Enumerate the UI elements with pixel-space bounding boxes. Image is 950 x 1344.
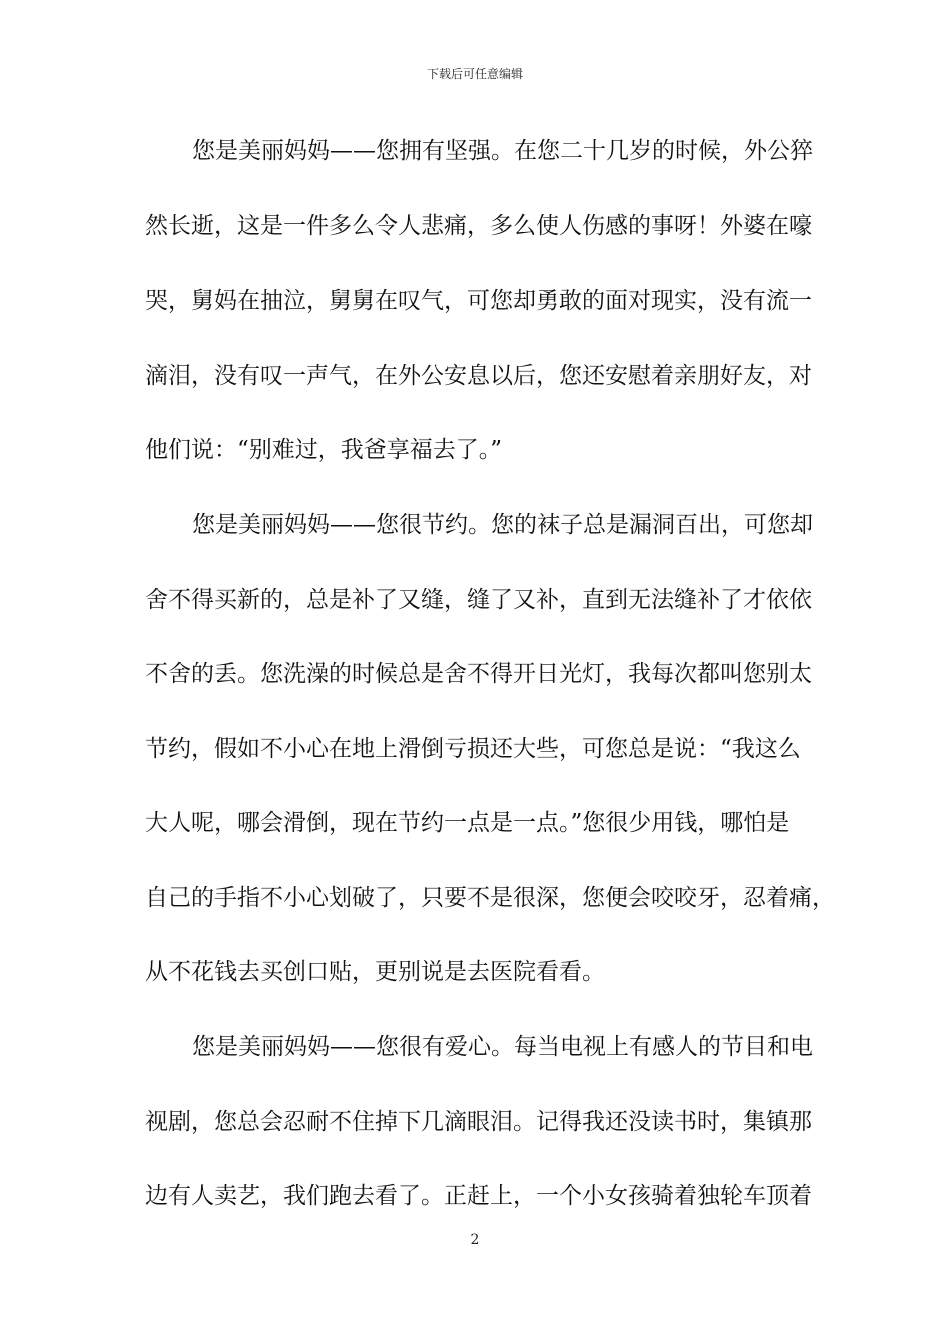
text-line: 边有人卖艺，我们跑去看了。正赶上，一个小女孩骑着独轮车顶着: [145, 1183, 812, 1209]
text-line: 自己的手指不小心划破了，只要不是很深，您便会咬咬牙，忍着痛，: [145, 885, 835, 911]
text-line: 视剧，您总会忍耐不住掉下几滴眼泪。记得我还没读书时，集镇那: [145, 1109, 812, 1135]
text-line: 您是美丽妈妈——您拥有坚强。在您二十几岁的时候，外公猝: [192, 138, 813, 164]
text-line: 不舍的丢。您洗澡的时候总是舍不得开日光灯，我每次都叫您别太: [145, 661, 812, 687]
text-line: 您是美丽妈妈——您很有爱心。每当电视上有感人的节目和电: [192, 1034, 813, 1060]
page-number: 2: [470, 1232, 480, 1248]
page-header: 下载后可任意编辑: [426, 67, 523, 81]
text-line: 您是美丽妈妈——您很节约。您的袜子总是漏洞百出，可您却: [192, 512, 813, 538]
text-line: 节约，假如不小心在地上滑倒亏损还大些，可您总是说：“我这么: [145, 736, 801, 762]
text-line: 滴泪，没有叹一声气，在外公安息以后，您还安慰着亲朋好友，对: [145, 363, 812, 389]
text-line: 哭，舅妈在抽泣，舅舅在叹气，可您却勇敢的面对现实，没有流一: [145, 288, 812, 314]
text-line: 从不花钱去买创口贴，更别说是去医院看看。: [145, 959, 605, 985]
text-line: 然长逝，这是一件多么令人悲痛，多么使人伤感的事呀！外婆在嚎: [145, 213, 812, 239]
text-line: 他们说：“别难过，我爸享福去了。”: [145, 437, 503, 463]
text-line: 大人呢，哪会滑倒，现在节约一点是一点。”您很少用钱，哪怕是: [145, 810, 790, 836]
text-line: 舍不得买新的，总是补了又缝，缝了又补，直到无法缝补了才依依: [145, 587, 812, 613]
